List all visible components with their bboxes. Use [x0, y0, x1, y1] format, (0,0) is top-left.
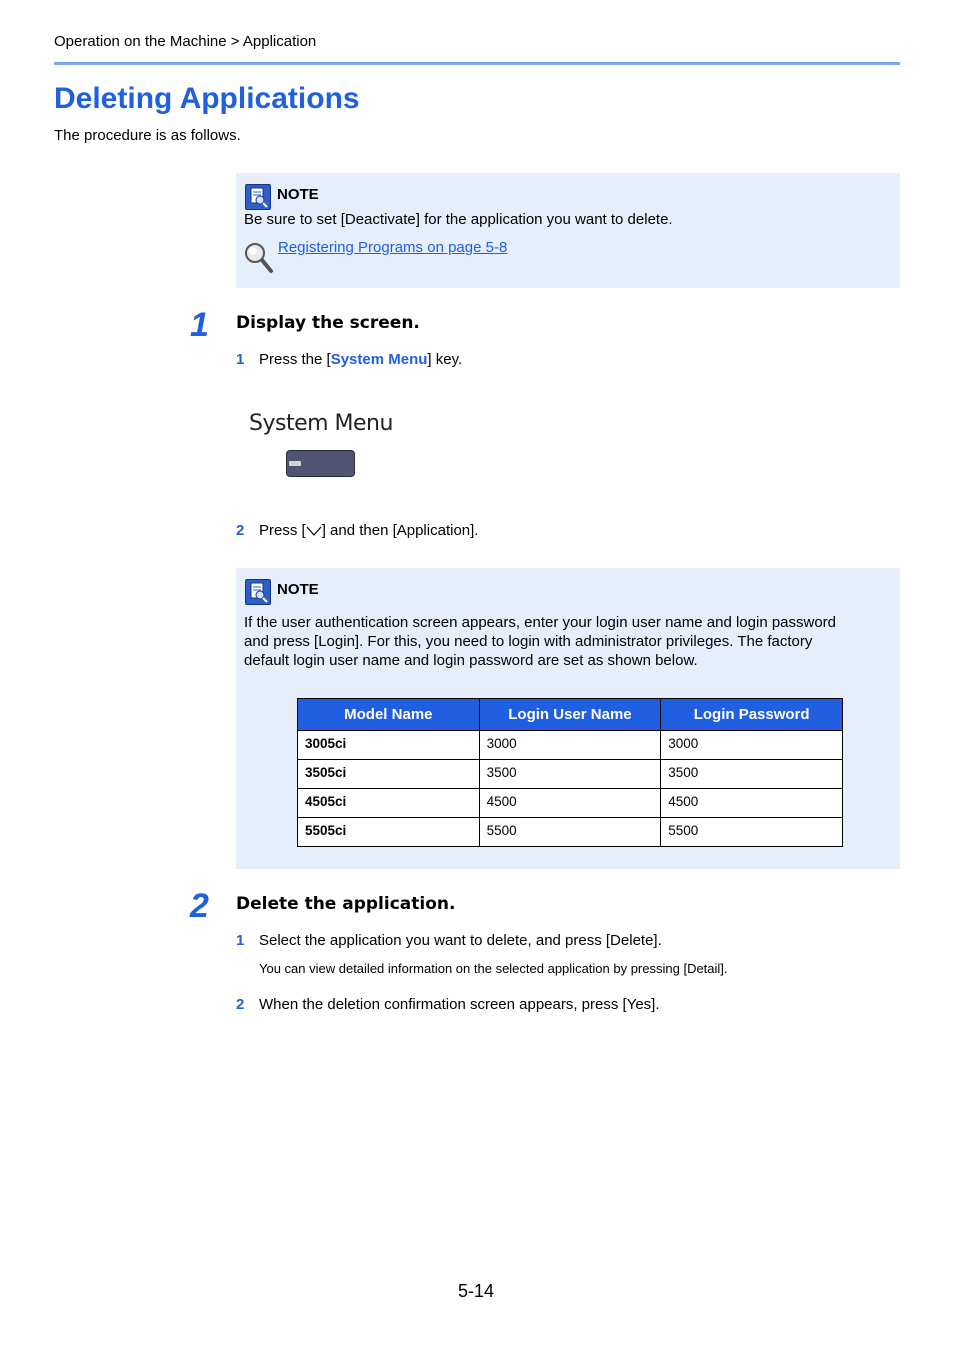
table-row	[298, 818, 843, 847]
column-header-login-user-name: Login User Name	[479, 699, 661, 731]
step-title: Delete the application.	[236, 894, 456, 914]
step-title: Display the screen.	[236, 313, 420, 333]
system-menu-keyword: System Menu	[330, 351, 428, 368]
system-menu-key-label: System Menu	[249, 411, 393, 436]
substep-number: 2	[236, 522, 245, 539]
table-row	[298, 731, 843, 760]
header-divider	[54, 62, 900, 65]
model-name-cell: 5505ci	[298, 818, 480, 847]
step-number: 2	[190, 887, 209, 925]
default-login-table	[297, 698, 843, 847]
model-name-cell: 3005ci	[298, 731, 480, 760]
substep-text-prefix: Press [	[259, 522, 306, 539]
substep-text-suffix: ] key.	[427, 351, 463, 368]
login-user-name-cell: 3000	[479, 731, 661, 760]
note-text: Be sure to set [Deactivate] for the application you want to delete.	[244, 211, 673, 228]
system-menu-key[interactable]	[286, 450, 355, 477]
key-indicator-light	[289, 461, 301, 466]
substep-text-prefix: Press the [	[259, 351, 331, 368]
substep-text: Select the application you want to delete, and press [Delete].	[259, 932, 662, 949]
login-password-cell: 3500	[661, 760, 843, 789]
login-user-name-cell: 4500	[479, 789, 661, 818]
login-user-name-cell: 5500	[479, 818, 661, 847]
note-text-line: and press [Login]. For this, you need to login with administrator privileges. The factory	[244, 633, 813, 650]
table-row	[298, 760, 843, 789]
registering-programs-link[interactable]: Registering Programs on page 5-8	[278, 239, 508, 256]
login-user-name-cell: 3500	[479, 760, 661, 789]
note-heading: NOTE	[277, 186, 319, 203]
note-text-line: default login user name and login password are set as shown below.	[244, 652, 698, 669]
page-number: 5-14	[458, 1281, 495, 1301]
substep-text	[259, 522, 478, 541]
page-title: Deleting Applications	[54, 82, 360, 115]
table-row	[298, 789, 843, 818]
substep-text	[259, 351, 462, 368]
substep-number: 2	[236, 996, 245, 1013]
substep-text-suffix: ] and then [Application].	[321, 522, 479, 539]
chevron-down-icon	[306, 524, 322, 541]
intro-text: The procedure is as follows.	[54, 127, 241, 144]
substep-number: 1	[236, 932, 245, 949]
note-icon	[245, 579, 271, 605]
note-icon	[245, 184, 271, 210]
table-header-row	[298, 699, 843, 731]
column-header-model-name: Model Name	[298, 699, 480, 731]
column-header-login-password: Login Password	[661, 699, 843, 731]
model-name-cell: 3505ci	[298, 760, 480, 789]
login-password-cell: 5500	[661, 818, 843, 847]
substep-text: When the deletion confirmation screen appears, press [Yes].	[259, 996, 660, 1013]
model-name-cell: 4505ci	[298, 789, 480, 818]
login-password-cell: 3000	[661, 731, 843, 760]
note-heading: NOTE	[277, 581, 319, 598]
substep-detail-text: You can view detailed information on the selected application by pressing [Detail].	[259, 961, 728, 976]
note-box-deactivate	[236, 173, 900, 288]
magnifier-icon	[243, 241, 275, 280]
substep-number: 1	[236, 351, 245, 368]
login-password-cell: 4500	[661, 789, 843, 818]
breadcrumb: Operation on the Machine > Application	[54, 33, 317, 50]
note-text-line: If the user authentication screen appears, enter your login user name and login password	[244, 614, 837, 631]
step-number: 1	[190, 306, 209, 344]
